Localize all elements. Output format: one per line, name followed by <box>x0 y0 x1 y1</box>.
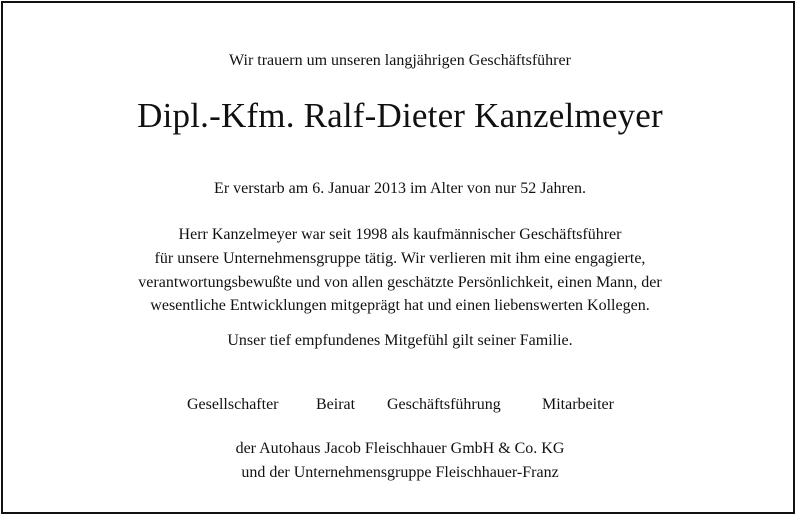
deceased-name: Dipl.-Kfm. Ralf-Dieter Kanzelmeyer <box>137 96 663 135</box>
signer-advisory-board: Beirat <box>316 396 356 413</box>
tribute-line-1: Herr Kanzelmeyer war seit 1998 als kaufmännischer Geschäftsführer <box>178 226 622 243</box>
tribute-line-2: für unsere Unternehmensgruppe tätig. Wir verlieren mit ihm eine engagierte, <box>154 250 646 267</box>
signer-employees: Mitarbeiter <box>542 396 614 413</box>
company-line-2: und der Unternehmensgruppe Fleischhauer-Franz <box>241 464 559 481</box>
signer-management: Geschäftsführung <box>387 396 501 413</box>
tribute-line-3: verantwortungsbewußte und von allen geschätzte Persönlichkeit, einen Mann, der <box>138 274 662 291</box>
signer-shareholders: Gesellschafter <box>187 396 279 413</box>
death-date-line: Er verstarb am 6. Januar 2013 im Alter von nur 52 Jahren. <box>214 180 586 197</box>
sympathy-line: Unser tief empfundenes Mitgefühl gilt seiner Familie. <box>227 332 573 349</box>
company-line-1: der Autohaus Jacob Fleischhauer GmbH & Co. KG <box>235 440 565 457</box>
signers-row <box>3 395 797 415</box>
notice-content <box>3 3 797 516</box>
tribute-line-4: wesentliche Entwicklungen mitgeprägt hat und einen liebenswerten Kollegen. <box>150 297 650 314</box>
notice-frame <box>1 1 795 514</box>
intro-line: Wir trauern um unseren langjährigen Geschäftsführer <box>229 52 571 69</box>
